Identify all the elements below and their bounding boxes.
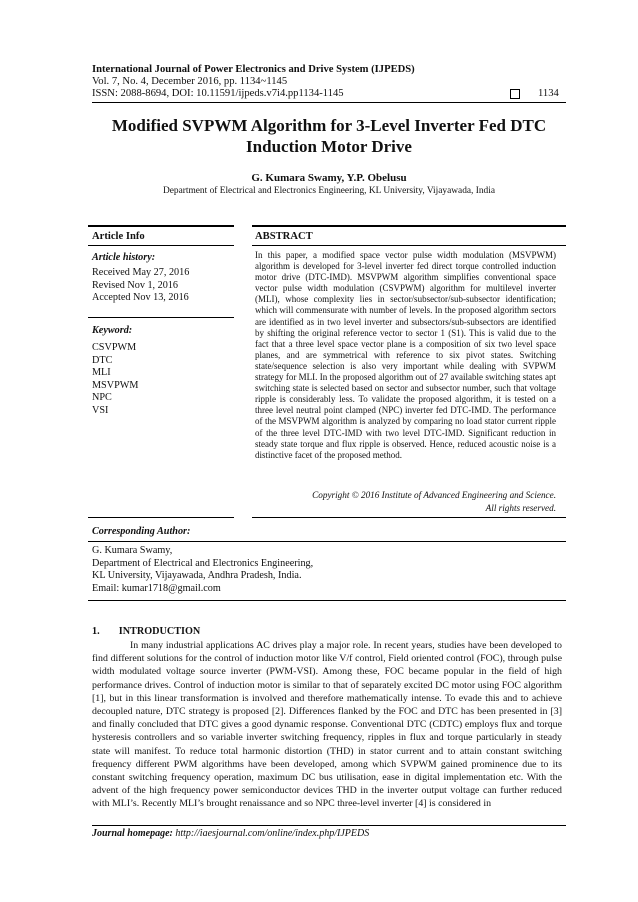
page-number: 1134 (538, 88, 559, 99)
paper-title (92, 115, 566, 157)
section-heading (92, 626, 200, 637)
abstract-text: In this paper, a modified space vector pulse width modulation (MSVPWM) algorithm is developed for 3-level inverter fed direct torque controlled induction motor drive (DTC-IMD). MSVPWM algorithm simplifies conventional space vector pulse width modulation (CSVPWM) algorithm for multilevel inverter (MLI), whose complexity lies in sector/subsector/sub-subsector identification; which will commensurate with number of levels. In the proposed algorithm sectors are identified as in two level inverter and subsectors/sub-subsectors are identified by shifting the original reference vector to sector 1 (S1). This is valid due to the fact that a three level space vector plane is a composition of six two level space planes, and are symmetrical with reference to six pivot states. Switching state/sequence selection is also very important while dealing with SVPWM strategy for MLI. In the proposed algorithm out of 27 available switching states apt switching state is selected based on sector and subsector number, such that voltage ripple is considerably less. To validate the proposed algorithm, it is tested on a three level neutral point clamped (NPC) inverter fed DTC-IMD. The performance of the MSVPWM algorithm is analyzed by comparing no load stator current ripple of the three level DTC-IMD with two level DTC-IMD. Significant reduction in steady state torque and flux ripple is observed. Hence, reduced acoustic noise is a distinctive facet of the proposed method. (255, 250, 556, 460)
introduction-text: In many industrial applications AC drives play a major role. In recent years, studies have been developed to find different solutions for the control of induction motor like V/f control, Field oriented control (FOC), through pulse width modulated voltage source inverter (PWM-VSI). Among these, FOC became popular in the field of high performance drives. Control of induction motor is similar to that of separately excited DC motor using FOC algorithm [1], but in this linear transformation is involved and therefore mathematically intense. To evade this and to achieve decoupled nature, DTC strategy is proposed [2]. Differences flanked by the FOC and DTC has been presented in [3] and finally concluded that DTC gives a good dynamic response. Conventional DTC (CDTC) employs flux and torque hysteresis controllers and so variable inverter switching frequency, ripples in flux and torque particularly in steady state will manifest. To reduce total harmonic distortion (THD) in stator current and to attain constant switching frequency different PWM algorithms have been developed, among which SVPWM gained prominence due to its constant switching frequency operation, maximum DC bus utilisation, ease in digital implementation etc. With the advent of the high frequency power semiconductor devices THD in the inverter output voltage can further reduced with MLI’s. Recently MLI’s brought renaissance and so NPC three-level inverter [4] is considered in (92, 640, 562, 810)
footer-label: Journal homepage (92, 828, 170, 839)
history-accepted: Accepted Nov 13, 2016 (92, 292, 189, 304)
corresponding-details (92, 545, 313, 595)
journal-volume: Vol. 7, No. 4, December 2016, pp. 1134~1145 (92, 76, 288, 87)
abstract-heading: ABSTRACT (255, 231, 313, 242)
abstract-top-rule (252, 225, 566, 227)
abstract-bottom-rule (252, 517, 566, 518)
keyword-item: CSVPWM (92, 342, 137, 353)
journal-name: International Journal of Power Electronics and Drive System (IJPEDS) (92, 64, 415, 75)
history-list (92, 267, 189, 305)
footer-url-link[interactable]: http://iaesjournal.com/online/index.php/IJPEDS (175, 828, 370, 839)
authors: G. Kumara Swamy, Y.P. Obelusu (251, 172, 407, 184)
history-received: Received May 27, 2016 (92, 267, 190, 278)
corresponding-email: Email: kumar1718@gmail.com (92, 582, 221, 594)
corresponding-department: Department of Electrical and Electronics Engineering, (92, 557, 314, 569)
affiliation: Department of Electrical and Electronics Engineering, KL University, Vijayawada, India (162, 186, 496, 196)
section-number: 1. (92, 626, 100, 637)
section-title: INTRODUCTION (118, 626, 201, 637)
history-label: Article history: (92, 252, 156, 263)
info-bottom-rule (88, 517, 234, 518)
abstract-heading-rule (252, 245, 566, 246)
copyright-line-1: Copyright © 2016 Institute of Advanced Engineering and Science. (312, 490, 556, 500)
history-rule (88, 317, 234, 318)
corresponding-name: G. Kumara Swamy, (92, 545, 173, 556)
title-line-1: Modified SVPWM Algorithm for 3-Level Inverter Fed DTC (111, 116, 547, 135)
info-heading-rule (88, 245, 234, 246)
keyword-list (92, 342, 138, 418)
keyword-label: Keyword: (92, 325, 133, 336)
corresponding-bottom-rule (88, 600, 566, 601)
corresponding-rule (88, 541, 566, 542)
page-box-icon (510, 89, 520, 99)
history-revised: Revised Nov 1, 2016 (92, 279, 179, 291)
copyright (255, 489, 556, 514)
keyword-item: DTC (92, 354, 113, 366)
header-rule (92, 102, 566, 103)
footer: Journal homepage: http://iaesjournal.com/online/index.php/IJPEDS (92, 828, 370, 839)
journal-issn: ISSN: 2088-8694, DOI: 10.11591/ijpeds.v7i4.pp1134-1145 (92, 88, 344, 99)
title-line-2: Induction Motor Drive (246, 137, 412, 156)
footer-rule (92, 825, 566, 826)
corresponding-label: Corresponding Author: (92, 526, 191, 537)
info-top-rule (88, 225, 234, 227)
article-info-heading: Article Info (92, 231, 145, 242)
keyword-item: NPC (92, 392, 112, 404)
keyword-item: MLI (92, 367, 111, 379)
corresponding-university: KL University, Vijayawada, Andhra Pradesh, India. (92, 570, 302, 582)
keyword-item: VSI (92, 404, 109, 416)
keyword-item: MSVPWM (92, 379, 139, 391)
copyright-line-2: All rights reserved. (485, 502, 556, 513)
